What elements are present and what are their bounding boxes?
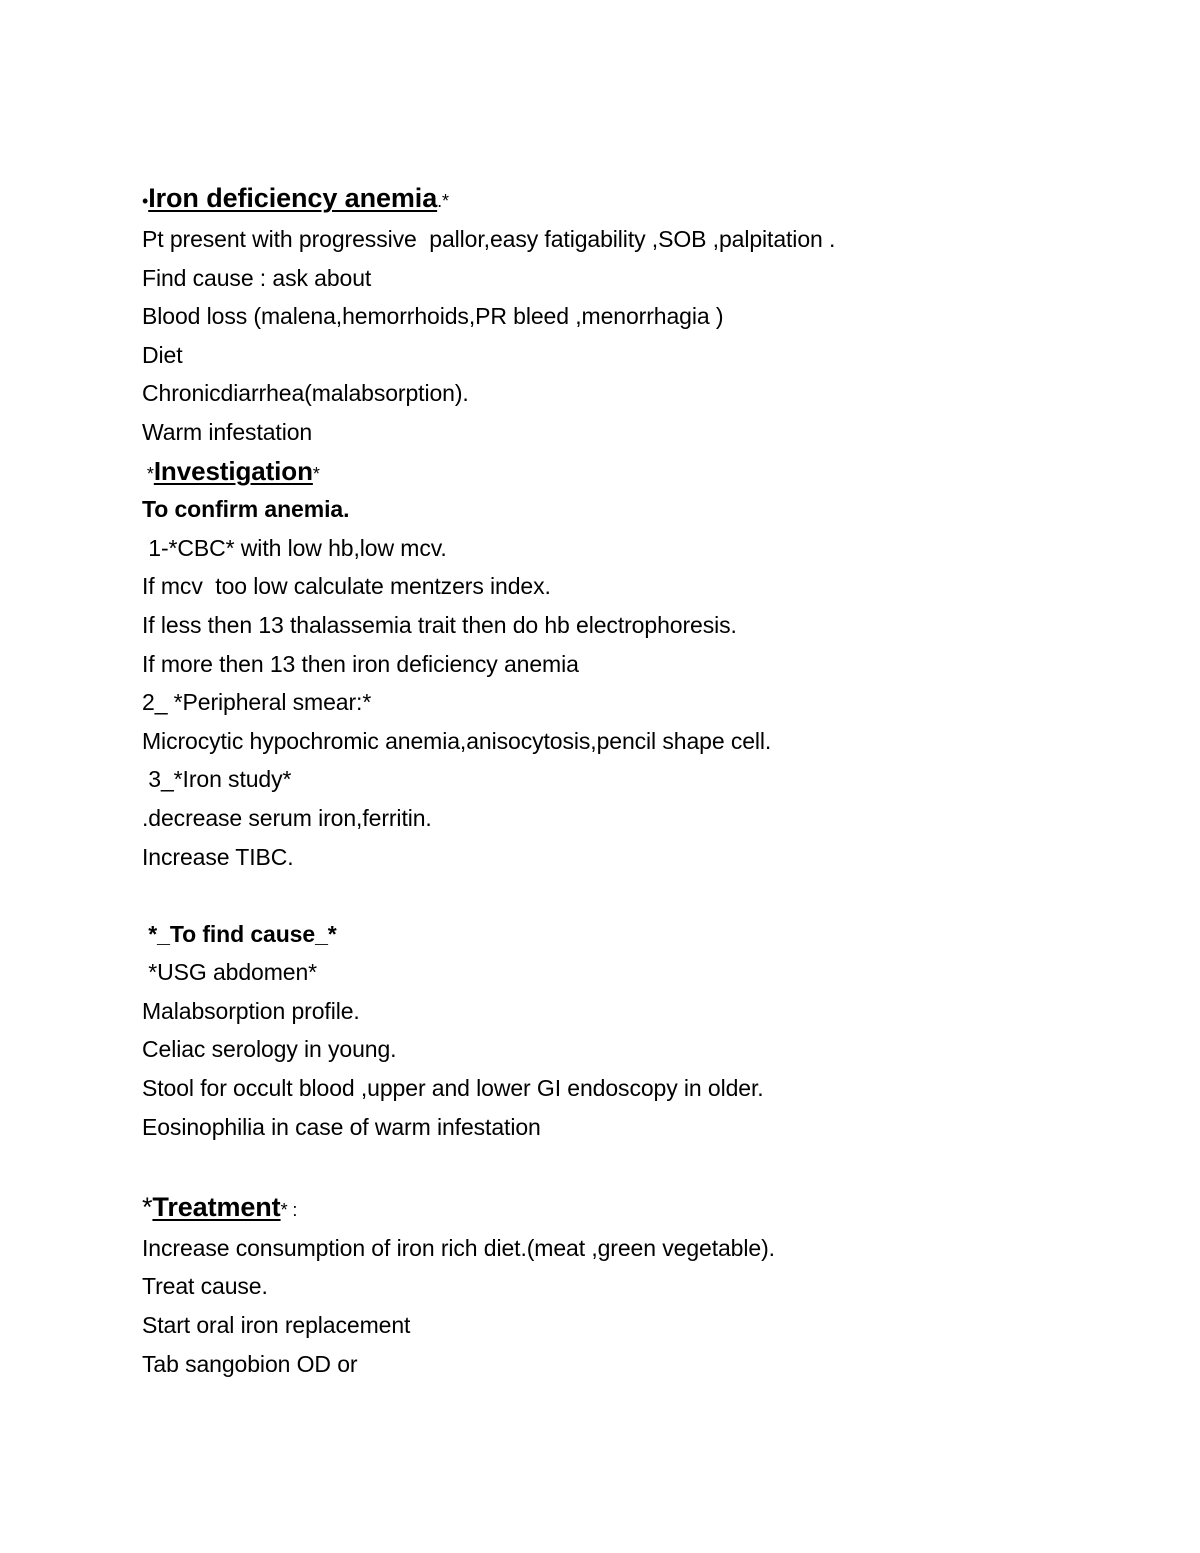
paragraph-spacer [142,1146,1082,1185]
investigation-line: If more then 13 then iron deficiency anemia [142,650,579,677]
intro-line: Blood loss (malena,hemorrhoids,PR bleed ,menorrhagia ) [142,303,724,330]
find-cause-heading: *_To find cause_* [142,920,337,947]
document-title [142,176,1082,220]
intro-line: Find cause : ask about [142,264,372,291]
treatment-heading-text: Treatment [152,1191,281,1222]
investigation-heading [142,452,1082,491]
investigation-line: 3_*Iron study* [142,766,292,793]
investigation-line: 2_ *Peripheral smear:* [142,689,372,716]
document-body [142,176,1082,1383]
investigation-line: If mcv too low calculate mentzers index. [142,573,551,600]
find-cause-line: Eosinophilia in case of warm infestation [142,1113,541,1140]
treatment-line: Increase consumption of iron rich diet.(meat ,green vegetable). [142,1234,775,1261]
treatment-line: Tab sangobion OD or [142,1350,358,1377]
investigation-line: Microcytic hypochromic anemia,anisocytosis,pencil shape cell. [142,727,772,754]
investigation-line: Increase TIBC. [142,843,294,870]
treatment-heading-suffix: * : [280,1199,298,1220]
investigation-heading-text: Investigation [153,455,313,486]
intro-line: Warm infestation [142,418,313,445]
treatment-heading [142,1185,1082,1229]
investigation-line: .decrease serum iron,ferritin. [142,804,432,831]
intro-line: Pt present with progressive pallor,easy fatigability ,SOB ,palpitation . [142,226,836,252]
paragraph-spacer [142,876,1082,915]
treatment-line: Start oral iron replacement [142,1312,411,1339]
find-cause-line: Stool for occult blood ,upper and lower GI endoscopy in older. [142,1075,764,1102]
title-bullet: • [142,191,149,211]
intro-line: Diet [142,341,183,368]
find-cause-line: Malabsorption profile. [142,997,360,1024]
treatment-heading-prefix: * [142,1191,153,1222]
treatment-line: Treat cause. [142,1273,268,1300]
investigation-line: If less then 13 thalassemia trait then do hb electrophoresis. [142,611,737,638]
find-cause-line: *USG abdomen* [142,959,318,986]
intro-line: Chronicdiarrhea(malabsorption). [142,380,469,407]
confirm-anemia-label: To confirm anemia. [142,496,350,523]
title-text: Iron deficiency anemia [148,183,438,213]
investigation-heading-prefix: * [142,463,154,484]
investigation-heading-suffix: * [312,463,320,484]
find-cause-line: Celiac serology in young. [142,1036,397,1063]
title-suffix: .* [437,191,449,211]
investigation-line: 1-*CBC* with low hb,low mcv. [142,534,447,561]
